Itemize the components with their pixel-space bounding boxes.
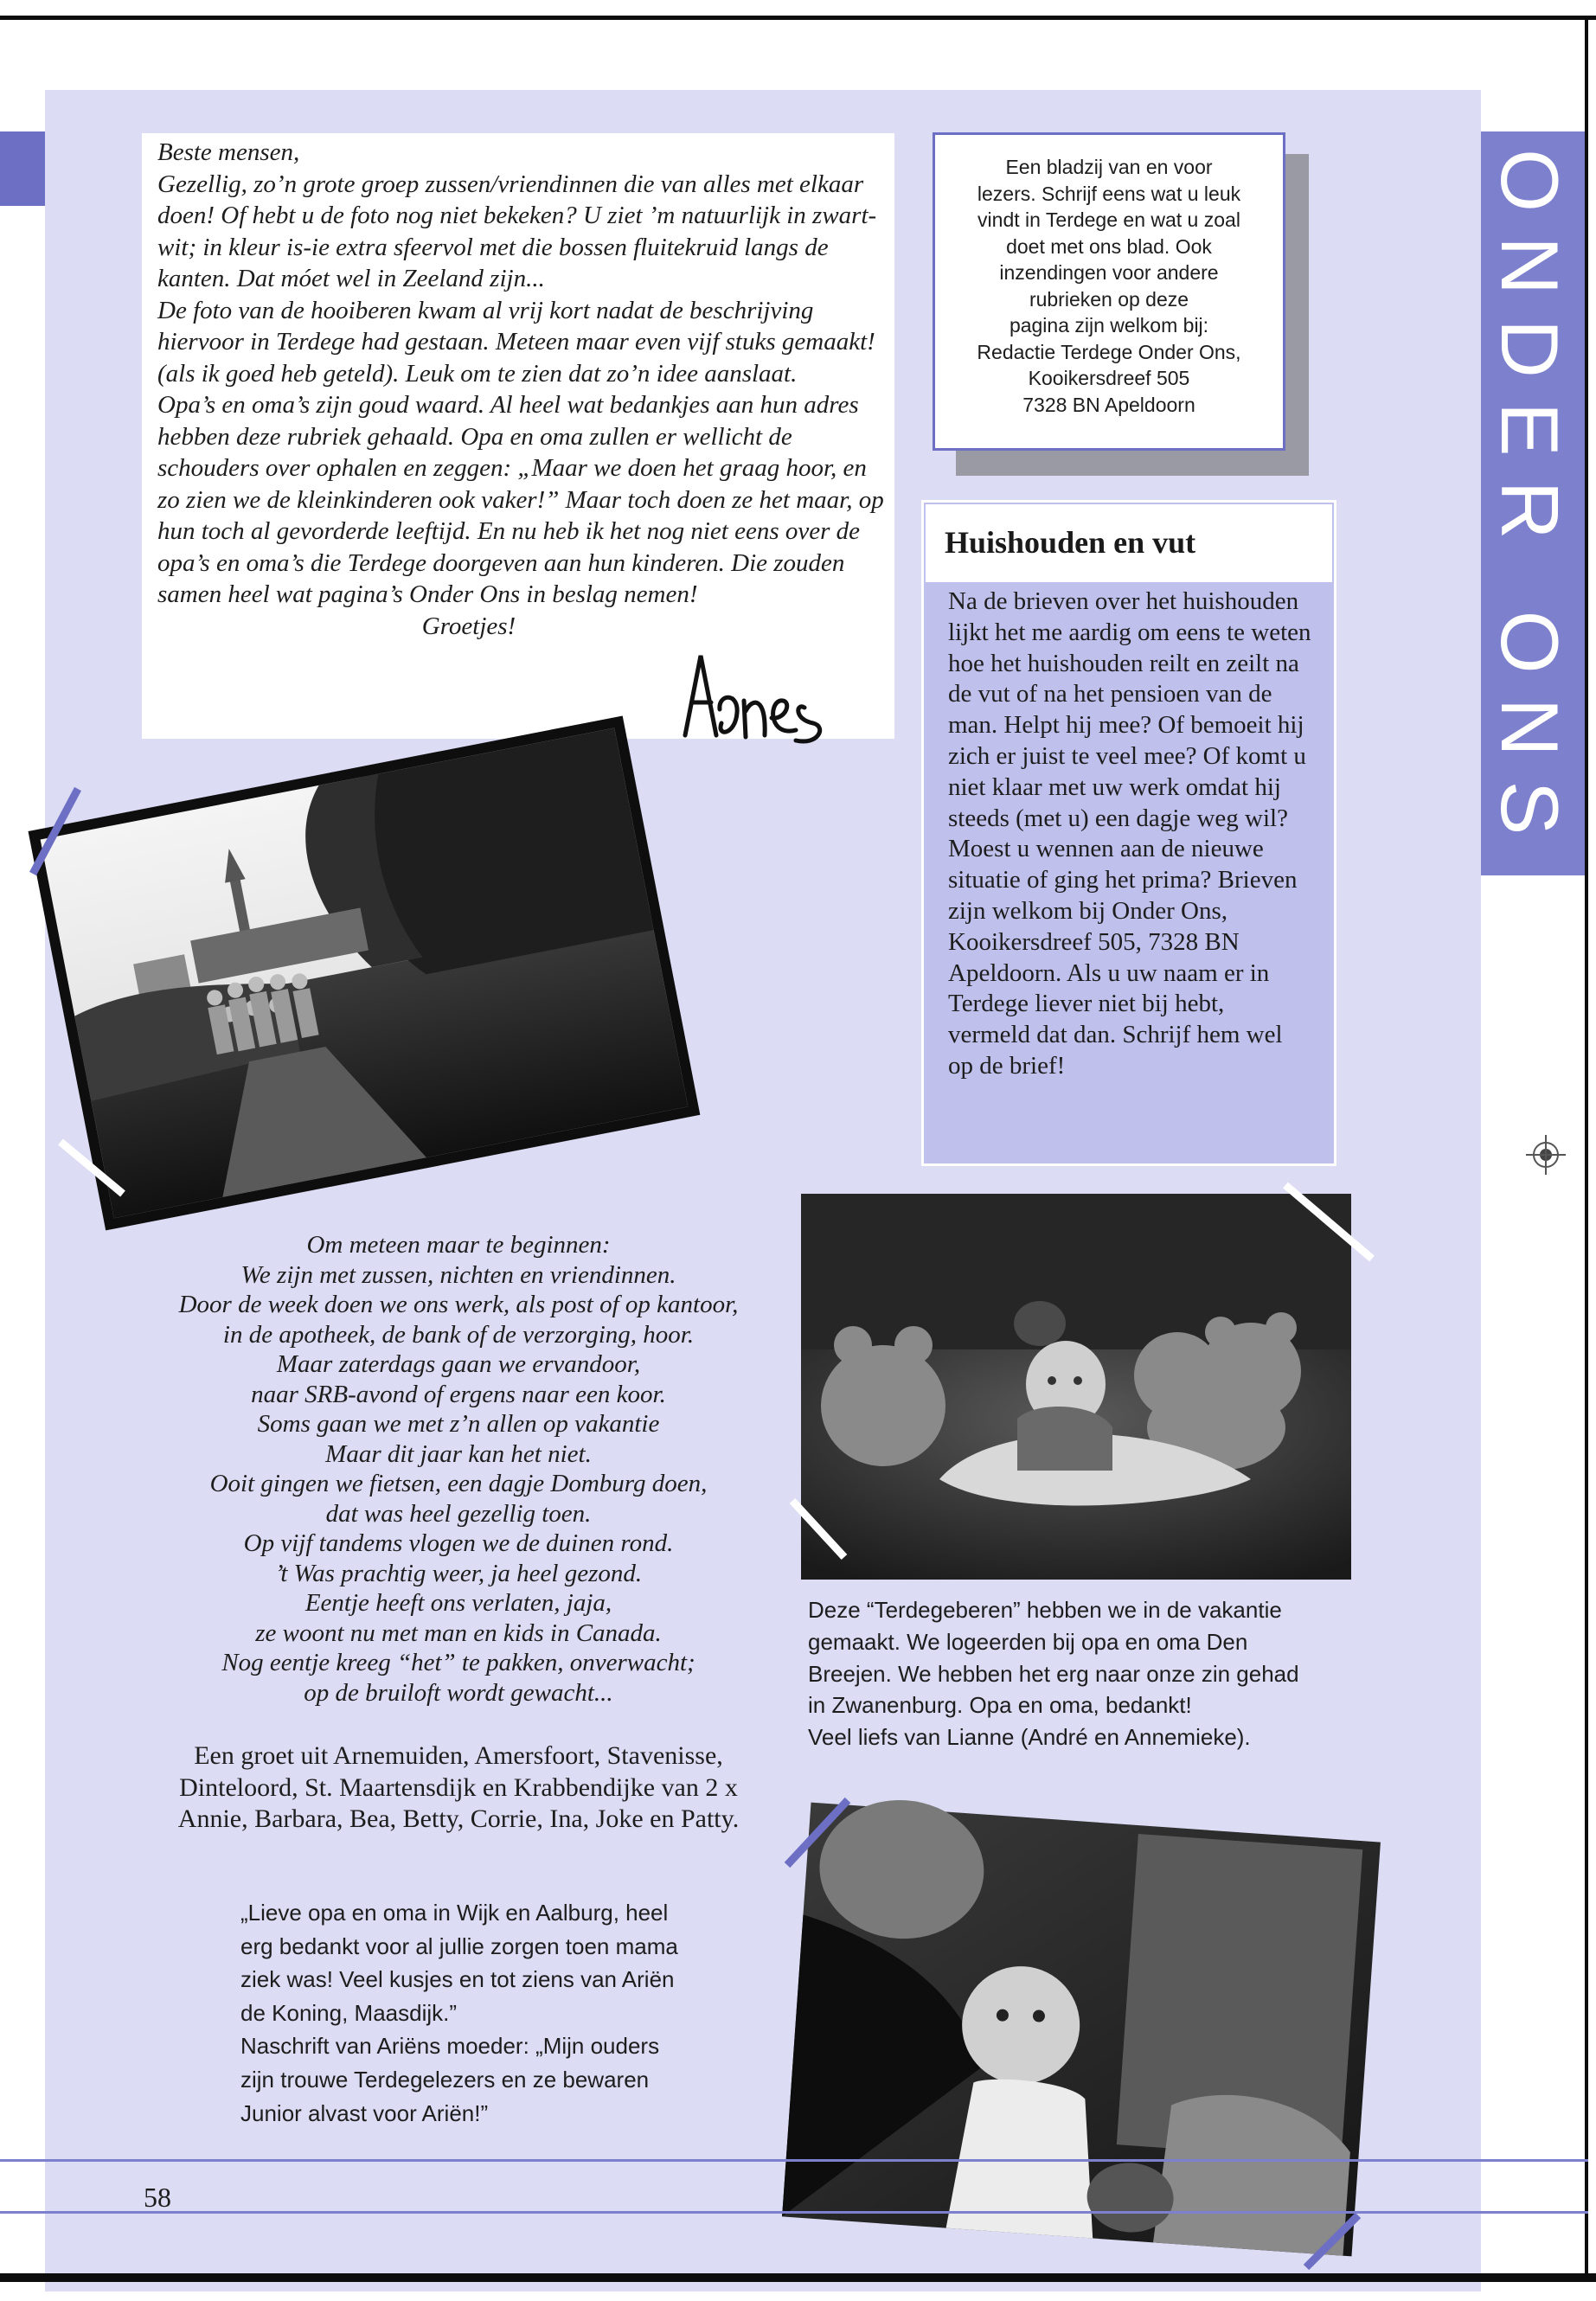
poem-line: op de bruiloft wordt gewacht... <box>304 1678 613 1707</box>
caption-line: Deze “Terdegeberen” hebben we in de vakantie <box>808 1597 1282 1623</box>
huishouden-title: Huishouden en vut <box>945 525 1196 560</box>
poem-line: Ooit gingen we fietsen, een dagje Domburg doen, <box>209 1470 708 1497</box>
greeting-line: Een groet uit Arnemuiden, Amersfoort, Stavenisse, <box>194 1741 723 1770</box>
quote-line: zijn trouwe Terdegelezers en ze bewaren <box>240 2066 650 2093</box>
left-accent-tab <box>0 131 45 206</box>
caption-line: Breejen. We hebben het erg naar onze zin gehad <box>808 1660 1299 1687</box>
poem-line: Eentje heeft ons verlaten, jaja, <box>304 1589 612 1617</box>
bottom-border <box>0 2273 1596 2282</box>
info-line: 7328 BN Apeldoorn <box>1022 393 1195 416</box>
group-photo <box>26 709 709 1228</box>
caption-line: Veel liefs van Lianne (André en Annemieke). <box>808 1724 1251 1751</box>
letter-salutation: Beste mensen, <box>157 138 300 166</box>
poem-line: We zijn met zussen, nichten en vriendinnen. <box>240 1260 676 1289</box>
huishouden-body: Na de brieven over het huishouden lijkt het me aardig om eens te weten hoe het huishouden reilt en zeilt na de vut of na het pensioen van de man. Helpt hij mee? Of bemoeit hij zich er juist te veel mee? Of komt u niet klaar met uw werk omdat hij steeds (met u) een dagje weg wil? Moest u wennen aan de nieuwe situatie of ging het prima? Brieven zijn welkom bij Onder Ons, Kooikersdreef 505, 7328 BN Apeldoorn. Als u uw naam er in Terdege liever niet bij hebt, vermeld dat dan. Schrijf hem wel op de brief! <box>948 587 1311 1080</box>
page-number: 58 <box>144 2182 171 2213</box>
info-line: rubrieken op deze <box>1029 287 1189 311</box>
teddy-bears-photo <box>801 1194 1355 1583</box>
quote-line: erg bedankt voor al jullie zorgen toen mama <box>240 1932 678 1959</box>
caption-line: gemaakt. We logeerden bij opa en oma Den <box>808 1628 1248 1655</box>
submission-info-box <box>933 132 1285 451</box>
poem-line: Op vijf tandems vlogen we de duinen rond. <box>243 1529 674 1557</box>
info-line: Redactie Terdege Onder Ons, <box>977 340 1241 363</box>
greeting-line: Annie, Barbara, Bea, Betty, Corrie, Ina, Joke en Patty. <box>177 1804 740 1833</box>
poem-line: in de apotheek, de bank of de verzorging, hoor. <box>222 1320 695 1349</box>
registration-mark-icon <box>1524 1133 1567 1176</box>
info-line: Kooikersdreef 505 <box>1028 367 1190 389</box>
poem-line: ze woont nu met man en kids in Canada. <box>255 1618 662 1647</box>
quote-line: de Koning, Maasdijk.” <box>240 1999 458 2026</box>
letter-paragraph: De foto van de hooiberen kwam al vrij kort nadat de beschrijving hiervoor in Terdege had gestaan. Meteen maar even vijf stuks gemaakt! (als ik goed heb geteld). Leuk om te zien dat zo’n idee aanslaat. <box>157 296 875 388</box>
quote-line: „Lieve opa en oma in Wijk en Aalburg, heel <box>240 1900 669 1926</box>
info-line: vindt in Terdege en wat u zoal <box>977 208 1240 231</box>
letter-closing: Groetjes! <box>421 612 516 640</box>
poem-line: Maar zaterdags gaan we ervandoor, <box>276 1350 641 1378</box>
footer-rule-bottom <box>0 2211 1588 2214</box>
quote-line: Naschrift van Ariëns moeder: „Mijn ouders <box>240 2033 660 2060</box>
poem-line: dat was heel gezellig toen. <box>325 1499 592 1528</box>
baby-photo <box>761 1787 1401 2272</box>
section-title: ONDER ONS <box>1484 149 1575 860</box>
greeting <box>135 1740 782 1836</box>
poem-line: naar SRB-avond of ergens naar een koor. <box>251 1380 666 1408</box>
footer-rule-top <box>0 2159 1588 2162</box>
caption-line: in Zwanenburg. Opa en oma, bedankt! <box>808 1692 1192 1719</box>
info-line: lezers. Schrijf eens wat u leuk <box>977 182 1241 205</box>
info-line: pagina zijn welkom bij: <box>1009 314 1209 336</box>
poem-line: Door de week doen we ons werk, als post of op kantoor, <box>178 1291 739 1318</box>
poem-line: Nog eentje kreeg “het” te pakken, onverwacht; <box>221 1649 695 1676</box>
quote-line: ziek was! Veel kusjes en tot ziens van Ariën <box>240 1966 675 1993</box>
poem <box>138 1230 779 1708</box>
top-border <box>0 16 1596 20</box>
letter-paragraph: Gezellig, zo’n grote groep zussen/vriendinnen die van alles met elkaar doen! Of hebt u de foto nog niet bekeken? U ziet ’m natuurlijk in zwart-wit; in kleur is-ie extra sfeervol met die bossen fluitekruid langs de kanten. Dat móet wel in Zeeland zijn... <box>157 170 877 292</box>
editor-letter <box>157 137 884 642</box>
info-line: inzendingen voor andere <box>999 261 1219 284</box>
bears-caption <box>808 1594 1362 1753</box>
letter-paragraph: Opa’s en oma’s zijn goud waard. Al heel wat bedankjes aan hun adres hebben deze rubriek gehaald. Opa en oma zullen er wellicht de schouders over ophalen en zeggen: „Maar we doen het graag hoor, en zo zien we de kleinkinderen ook vaker!” Maar toch doen ze het maar, op hun toch al gevorderde leeftijd. En nu heb ik het nog niet eens over de opa’s en oma’s die Terdege doorgeven aan hun kinderen. Die zouden samen heel wat pagina’s Onder Ons in beslag nemen! <box>157 391 884 608</box>
poem-line: Maar dit jaar kan het niet. <box>325 1439 592 1468</box>
quote-line: Junior alvast voor Ariën!” <box>240 2099 489 2126</box>
poem-line: Soms gaan we met z’n allen op vakantie <box>257 1410 660 1438</box>
info-line: Een bladzij van en voor <box>1005 156 1213 178</box>
thank-you-quote <box>240 1896 760 2130</box>
poem-line: Om meteen maar te beginnen: <box>306 1231 611 1259</box>
greeting-line: Dinteloord, St. Maartensdijk en Krabbendijke van 2 x <box>179 1772 738 1802</box>
info-line: doet met ons blad. Ook <box>1006 234 1212 258</box>
poem-line: ’t Was prachtig weer, ja heel gezond. <box>274 1559 643 1587</box>
